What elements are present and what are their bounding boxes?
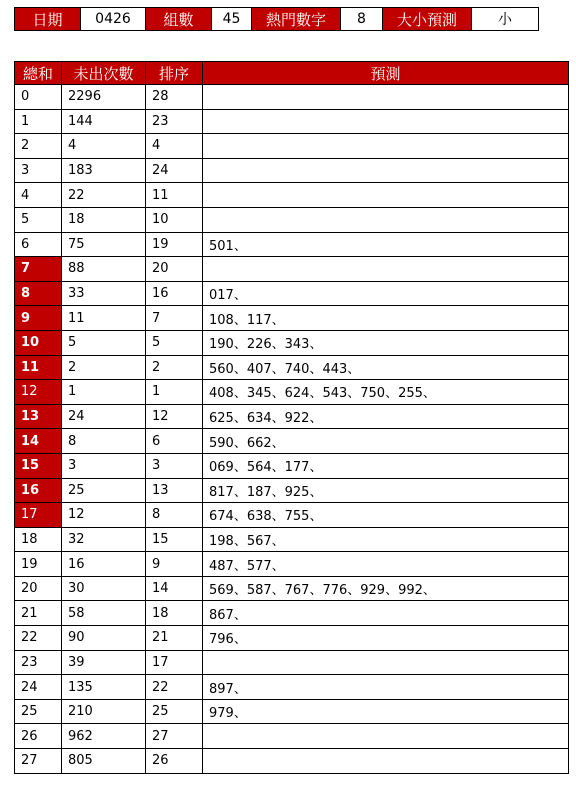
table-row: [15, 380, 569, 405]
sum-cell: 3: [15, 158, 62, 183]
table-row: [15, 109, 569, 134]
table-row: [15, 306, 569, 331]
table-header-row: [15, 62, 569, 85]
prediction-table: [14, 61, 569, 774]
prediction-cell: 979、: [203, 699, 569, 724]
table-row: [15, 576, 569, 601]
sum-cell: 6: [15, 232, 62, 257]
prediction-cell: 017、: [203, 281, 569, 306]
missed-count-cell: 2296: [62, 85, 146, 110]
rank-cell: 7: [146, 306, 203, 331]
rank-cell: 8: [146, 503, 203, 528]
date-label: 日期: [15, 8, 81, 31]
rank-cell: 19: [146, 232, 203, 257]
header-missed-count: 未出次數: [62, 62, 146, 85]
sum-cell: 19: [15, 552, 62, 577]
size-prediction-value: 小: [472, 8, 539, 31]
header-prediction: 預測: [203, 62, 569, 85]
prediction-cell: 569、587、767、776、929、992、: [203, 576, 569, 601]
rank-cell: 12: [146, 404, 203, 429]
rank-cell: 21: [146, 626, 203, 651]
group-count-label: 組數: [146, 8, 212, 31]
rank-cell: 26: [146, 749, 203, 774]
missed-count-cell: 805: [62, 749, 146, 774]
table-row: [15, 232, 569, 257]
rank-cell: 20: [146, 257, 203, 282]
rank-cell: 2: [146, 355, 203, 380]
rank-cell: 18: [146, 601, 203, 626]
missed-count-cell: 16: [62, 552, 146, 577]
missed-count-cell: 88: [62, 257, 146, 282]
prediction-cell: [203, 257, 569, 282]
hot-number-value: 8: [341, 8, 383, 31]
table-row: [15, 601, 569, 626]
missed-count-cell: 144: [62, 109, 146, 134]
prediction-cell: [203, 724, 569, 749]
table-row: [15, 527, 569, 552]
missed-count-cell: 75: [62, 232, 146, 257]
prediction-cell: 487、577、: [203, 552, 569, 577]
table-row: [15, 281, 569, 306]
missed-count-cell: 18: [62, 207, 146, 232]
table-row: [15, 552, 569, 577]
rank-cell: 1: [146, 380, 203, 405]
prediction-cell: 408、345、624、543、750、255、: [203, 380, 569, 405]
sum-cell: 24: [15, 675, 62, 700]
missed-count-cell: 8: [62, 429, 146, 454]
prediction-cell: 069、564、177、: [203, 453, 569, 478]
missed-count-cell: 33: [62, 281, 146, 306]
table-row: [15, 626, 569, 651]
table-row: [15, 699, 569, 724]
missed-count-cell: 11: [62, 306, 146, 331]
table-row: [15, 724, 569, 749]
table-row: [15, 429, 569, 454]
sum-cell: 12: [15, 380, 62, 405]
prediction-cell: 796、: [203, 626, 569, 651]
prediction-cell: [203, 85, 569, 110]
table-row: [15, 134, 569, 159]
rank-cell: 5: [146, 330, 203, 355]
prediction-cell: 501、: [203, 232, 569, 257]
rank-cell: 13: [146, 478, 203, 503]
prediction-cell: [203, 134, 569, 159]
missed-count-cell: 32: [62, 527, 146, 552]
missed-count-cell: 962: [62, 724, 146, 749]
rank-cell: 24: [146, 158, 203, 183]
rank-cell: 23: [146, 109, 203, 134]
missed-count-cell: 135: [62, 675, 146, 700]
sum-cell: 15: [15, 453, 62, 478]
table-row: [15, 749, 569, 774]
prediction-cell: 560、407、740、443、: [203, 355, 569, 380]
missed-count-cell: 2: [62, 355, 146, 380]
rank-cell: 28: [146, 85, 203, 110]
summary-bar: [14, 7, 539, 31]
missed-count-cell: 183: [62, 158, 146, 183]
missed-count-cell: 22: [62, 183, 146, 208]
sum-cell: 23: [15, 650, 62, 675]
rank-cell: 3: [146, 453, 203, 478]
sum-cell: 7: [15, 257, 62, 282]
prediction-cell: [203, 109, 569, 134]
prediction-cell: 867、: [203, 601, 569, 626]
prediction-cell: [203, 650, 569, 675]
table-row: [15, 158, 569, 183]
sum-cell: 27: [15, 749, 62, 774]
sum-cell: 0: [15, 85, 62, 110]
table-row: [15, 478, 569, 503]
sum-cell: 8: [15, 281, 62, 306]
prediction-cell: 198、567、: [203, 527, 569, 552]
missed-count-cell: 1: [62, 380, 146, 405]
rank-cell: 6: [146, 429, 203, 454]
date-value: 0426: [81, 8, 146, 31]
rank-cell: 17: [146, 650, 203, 675]
group-count-value: 45: [212, 8, 252, 31]
table-row: [15, 503, 569, 528]
rank-cell: 14: [146, 576, 203, 601]
sum-cell: 4: [15, 183, 62, 208]
table-row: [15, 650, 569, 675]
table-row: [15, 404, 569, 429]
table-row: [15, 257, 569, 282]
missed-count-cell: 58: [62, 601, 146, 626]
table-row: [15, 355, 569, 380]
sum-cell: 1: [15, 109, 62, 134]
rank-cell: 25: [146, 699, 203, 724]
prediction-cell: 674、638、755、: [203, 503, 569, 528]
summary-row: [15, 8, 539, 31]
missed-count-cell: 4: [62, 134, 146, 159]
missed-count-cell: 30: [62, 576, 146, 601]
sum-cell: 22: [15, 626, 62, 651]
sum-cell: 16: [15, 478, 62, 503]
missed-count-cell: 210: [62, 699, 146, 724]
header-sum: 總和: [15, 62, 62, 85]
prediction-cell: 625、634、922、: [203, 404, 569, 429]
sum-cell: 5: [15, 207, 62, 232]
prediction-cell: [203, 207, 569, 232]
sum-cell: 26: [15, 724, 62, 749]
table-row: [15, 675, 569, 700]
sum-cell: 13: [15, 404, 62, 429]
prediction-cell: [203, 183, 569, 208]
rank-cell: 22: [146, 675, 203, 700]
prediction-cell: [203, 158, 569, 183]
sum-cell: 17: [15, 503, 62, 528]
sum-cell: 10: [15, 330, 62, 355]
prediction-cell: 108、117、: [203, 306, 569, 331]
missed-count-cell: 25: [62, 478, 146, 503]
prediction-cell: 590、662、: [203, 429, 569, 454]
sum-cell: 14: [15, 429, 62, 454]
sum-cell: 21: [15, 601, 62, 626]
prediction-table-body: [15, 62, 569, 774]
missed-count-cell: 39: [62, 650, 146, 675]
hot-number-label: 熱門數字: [252, 8, 341, 31]
sum-cell: 18: [15, 527, 62, 552]
sum-cell: 25: [15, 699, 62, 724]
rank-cell: 15: [146, 527, 203, 552]
rank-cell: 27: [146, 724, 203, 749]
rank-cell: 11: [146, 183, 203, 208]
missed-count-cell: 90: [62, 626, 146, 651]
prediction-cell: 190、226、343、: [203, 330, 569, 355]
header-rank: 排序: [146, 62, 203, 85]
table-row: [15, 85, 569, 110]
missed-count-cell: 5: [62, 330, 146, 355]
rank-cell: 10: [146, 207, 203, 232]
rank-cell: 16: [146, 281, 203, 306]
rank-cell: 9: [146, 552, 203, 577]
prediction-cell: [203, 749, 569, 774]
sum-cell: 2: [15, 134, 62, 159]
missed-count-cell: 3: [62, 453, 146, 478]
table-row: [15, 330, 569, 355]
missed-count-cell: 12: [62, 503, 146, 528]
sum-cell: 11: [15, 355, 62, 380]
table-row: [15, 207, 569, 232]
rank-cell: 4: [146, 134, 203, 159]
table-row: [15, 183, 569, 208]
prediction-cell: 817、187、925、: [203, 478, 569, 503]
sum-cell: 20: [15, 576, 62, 601]
table-row: [15, 453, 569, 478]
sum-cell: 9: [15, 306, 62, 331]
size-prediction-label: 大小預測: [383, 8, 472, 31]
missed-count-cell: 24: [62, 404, 146, 429]
prediction-cell: 897、: [203, 675, 569, 700]
